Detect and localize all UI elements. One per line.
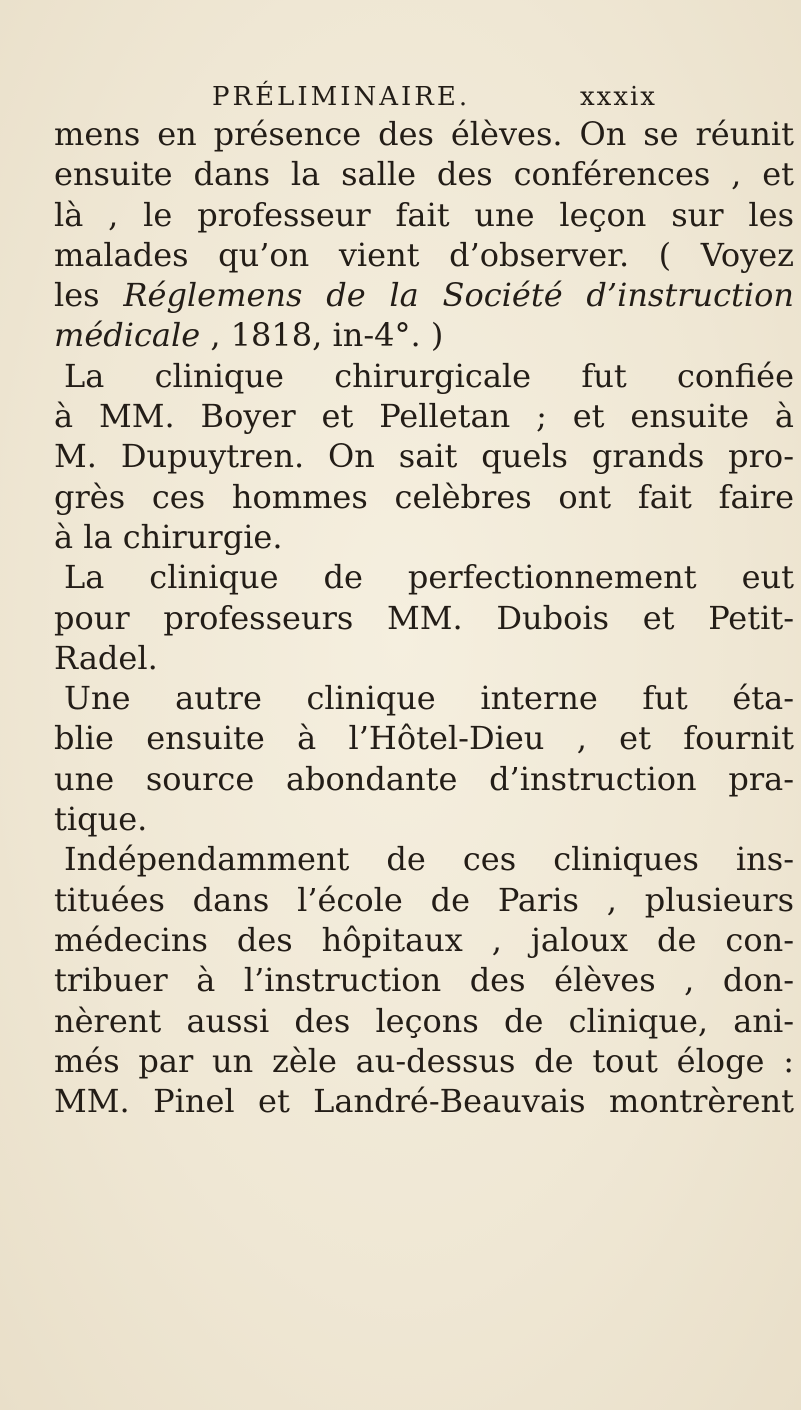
text-line: Indépendamment de ces cliniques ins- <box>64 840 794 879</box>
italic-title-segment: médicale <box>54 316 201 355</box>
text-line: à la chirurgie. <box>54 517 283 556</box>
text-line: tique. <box>54 800 148 839</box>
text-line: une source abondante d’instruction pra- <box>54 759 794 798</box>
text-line: La clinique de perfectionnement eut <box>64 558 794 597</box>
text-line: là , le professeur fait une leçon sur les <box>54 195 794 234</box>
running-head <box>0 78 801 118</box>
running-title: PRÉLIMINAIRE. <box>212 82 471 112</box>
text-segment: les <box>54 276 124 315</box>
text-line: tituées dans l’école de Paris , plusieurs <box>54 880 794 919</box>
text-line: nèrent aussi des leçons de clinique, ani- <box>54 1001 794 1040</box>
text-line: Une autre clinique interne fut éta- <box>64 679 794 718</box>
text-line: médecins des hôpitaux , jaloux de con- <box>54 920 794 959</box>
text-line <box>54 275 794 315</box>
text-line: La clinique chirurgicale fut confiée <box>64 356 794 395</box>
text-line: malades qu’on vient d’observer. ( Voyez <box>54 235 794 274</box>
text-line: à MM. Boyer et Pelletan ; et ensuite à <box>54 397 794 436</box>
text-line: tribuer à l’instruction des élèves , don- <box>54 961 794 1000</box>
text-line: mens en présence des élèves. On se réunit <box>54 115 794 153</box>
text-line: pour professeurs MM. Dubois et Petit- <box>54 598 794 637</box>
italic-title-segment: Réglemens de la Société d’instruction <box>123 276 794 315</box>
text-line: grès ces hommes celèbres ont fait faire <box>54 477 794 516</box>
page-number: xxxix <box>580 82 657 112</box>
text-line: Radel. <box>54 638 158 677</box>
text-line: M. Dupuytren. On sait quels grands pro- <box>54 437 794 476</box>
body-text <box>54 114 794 1121</box>
text-segment: , 1818, in-4°. ) <box>200 316 444 355</box>
text-line: ensuite dans la salle des conférences , et <box>54 155 794 194</box>
text-line: blie ensuite à l’Hôtel-Dieu , et fournit <box>54 719 794 758</box>
text-line: més par un zèle au-dessus de tout éloge : <box>54 1041 794 1080</box>
text-line: MM. Pinel et Landré-Beauvais montrèrent <box>54 1082 794 1121</box>
text-line <box>54 315 794 355</box>
